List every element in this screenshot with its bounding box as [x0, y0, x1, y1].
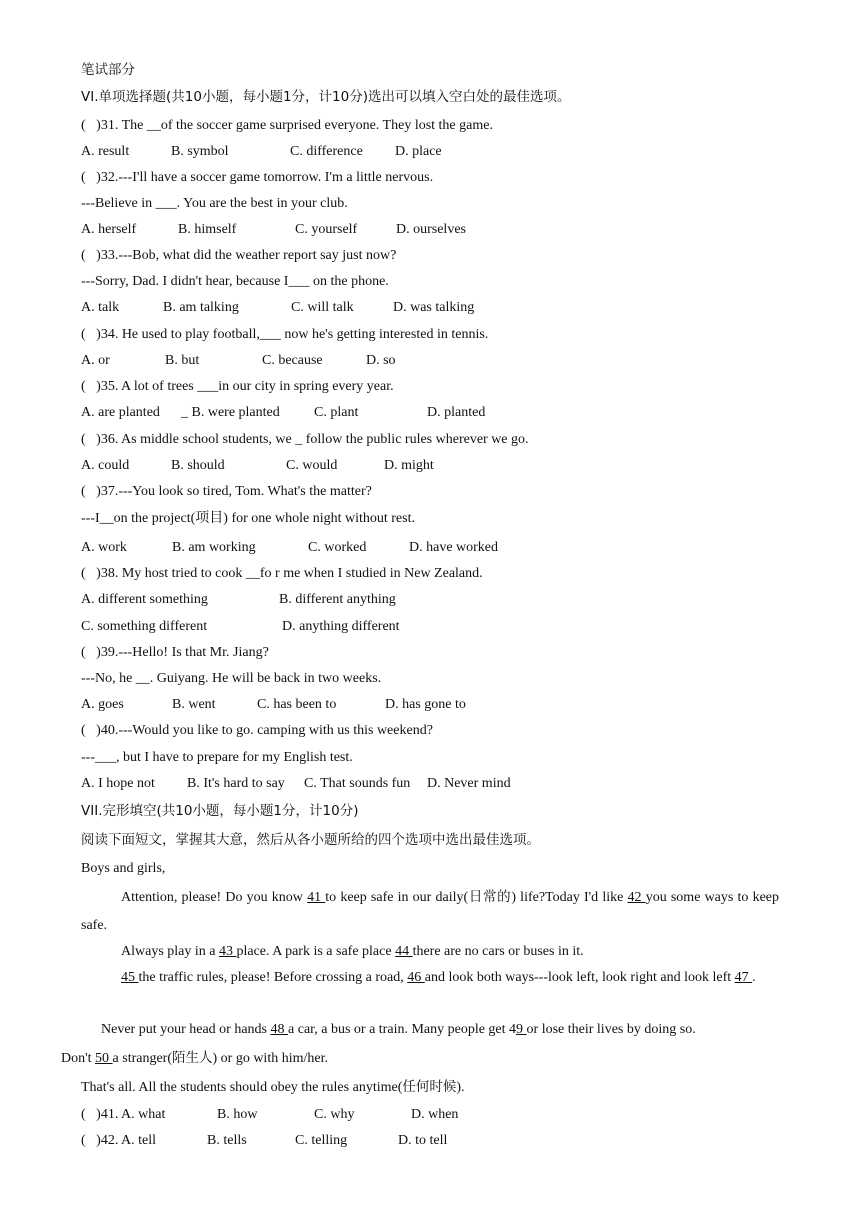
blank-46[interactable]: 46 — [407, 970, 425, 985]
q35-option-d[interactable]: D. planted — [427, 405, 486, 420]
q41-option-b[interactable]: B. how — [217, 1107, 258, 1122]
blank-45[interactable]: 45 — [121, 970, 139, 985]
q39-option-a[interactable]: A. goes — [81, 697, 124, 712]
q32-option-a[interactable]: A. herself — [81, 222, 137, 237]
q40-option-d[interactable]: D. Never mind — [427, 776, 511, 791]
q39-option-c[interactable]: C. has been to — [257, 697, 337, 712]
q38-option-a[interactable]: A. different something — [81, 592, 208, 607]
q33-option-d[interactable]: D. was talking — [393, 300, 475, 315]
q31-option-d[interactable]: D. place — [395, 144, 442, 159]
q40-stem-line1: ( )40.---Would you like to go. camping with us this weekend? — [81, 723, 433, 738]
q37-option-c[interactable]: C. worked — [308, 540, 367, 555]
blank-48[interactable]: 48 — [270, 1022, 289, 1037]
q33-option-c[interactable]: C. will talk — [291, 300, 354, 315]
q39-option-d[interactable]: D. has gone to — [385, 697, 466, 712]
q34-stem: ( )34. He used to play football,___ now he's getting interested in tennis. — [81, 327, 489, 342]
q32-stem-line2: ---Believe in ___. You are the best in your club. — [81, 196, 348, 211]
blank-49[interactable]: 9 — [516, 1022, 527, 1037]
q37-option-a[interactable]: A. work — [81, 540, 127, 555]
passage-greeting: Boys and girls, — [81, 861, 166, 876]
blank-43[interactable]: 43 — [218, 944, 237, 959]
q35-stem: ( )35. A lot of trees ___in our city in spring every year. — [81, 379, 394, 394]
q37-option-b[interactable]: B. am working — [172, 540, 256, 555]
q35-option-c[interactable]: C. plant — [314, 405, 359, 420]
q31-stem: ( )31. The __of the soccer game surprised everyone. They lost the game. — [81, 118, 493, 133]
q36-option-d[interactable]: D. might — [384, 458, 434, 473]
q35-option-a[interactable]: A. are planted — [81, 405, 160, 420]
q32-stem-line1: ( )32.---I'll have a soccer game tomorrow. I'm a little nervous. — [81, 170, 434, 185]
q36-stem: ( )36. As middle school students, we _ follow the public rules wherever we go. — [81, 432, 529, 447]
q36-option-b[interactable]: B. should — [171, 458, 225, 473]
q31-option-b[interactable]: B. symbol — [171, 144, 229, 159]
blank-44[interactable]: 44 — [395, 944, 413, 959]
q38-option-c[interactable]: C. something different — [81, 619, 208, 634]
q39-option-b[interactable]: B. went — [172, 697, 216, 712]
passage-paragraph-3: 45 the traffic rules, please! Before crossing a road, 46 and look both ways---look left, look right and look left 47 . — [121, 970, 756, 985]
q36-option-c[interactable]: C. would — [286, 458, 338, 473]
blank-42[interactable]: 42 — [627, 890, 646, 905]
passage-closing: That's all. All the students should obey the rules anytime(任何时候). — [81, 1079, 465, 1095]
q31-option-a[interactable]: A. result — [81, 144, 130, 159]
q32-option-c[interactable]: C. yourself — [295, 222, 358, 237]
q38-option-b[interactable]: B. different anything — [279, 592, 396, 607]
passage-paragraph-4: Never put your head or hands 48 a car, a bus or a train. Many people get 49 or lose their lives by doing so. Don't 50 a stranger(陌生人) or go with him/her. — [61, 1022, 696, 1066]
q42-option-d[interactable]: D. to tell — [398, 1133, 448, 1148]
q42-option-c[interactable]: C. telling — [295, 1133, 348, 1148]
q34-option-b[interactable]: B. but — [165, 353, 200, 368]
q39-stem-line1: ( )39.---Hello! Is that Mr. Jiang? — [81, 645, 269, 660]
passage-paragraph-2: Always play in a 43 place. A park is a safe place 44 there are no cars or buses in it. — [121, 944, 584, 959]
q40-option-a[interactable]: A. I hope not — [81, 776, 155, 791]
q40-stem-line2: ---___, but I have to prepare for my English test. — [81, 750, 353, 765]
q39-stem-line2: ---No, he __. Guiyang. He will be back in two weeks. — [81, 671, 382, 686]
q40-option-c[interactable]: C. That sounds fun — [304, 776, 411, 791]
q34-option-c[interactable]: C. because — [262, 353, 323, 368]
passage-paragraph-1: Attention, please! Do you know 41 to keep safe in our daily(日常的) life?Today I'd like 42 you some ways to keep safe. — [81, 889, 780, 933]
q37-stem-line2: ---I__on the project(项目) for one whole night without rest. — [81, 511, 415, 526]
q34-option-d[interactable]: D. so — [366, 353, 396, 368]
q33-stem-line2: ---Sorry, Dad. I didn't hear, because I___ on the phone. — [81, 274, 389, 289]
blank-50[interactable]: 50 — [95, 1051, 113, 1066]
blank-47[interactable]: 47 — [734, 970, 753, 985]
q40-option-b[interactable]: B. It's hard to say — [187, 776, 285, 791]
q41-stem-option-a[interactable]: ( )41. A. what — [81, 1107, 166, 1122]
q33-option-a[interactable]: A. talk — [81, 300, 120, 315]
q31-option-c[interactable]: C. difference — [290, 144, 363, 159]
q32-option-b[interactable]: B. himself — [178, 222, 237, 237]
q42-stem-option-a[interactable]: ( )42. A. tell — [81, 1133, 157, 1148]
q38-stem: ( )38. My host tried to cook __fo r me when I studied in New Zealand. — [81, 566, 483, 581]
q37-stem-line1: ( )37.---You look so tired, Tom. What's the matter? — [81, 484, 372, 499]
q32-option-d[interactable]: D. ourselves — [396, 222, 466, 237]
q41-option-d[interactable]: D. when — [411, 1107, 459, 1122]
q33-option-b[interactable]: B. am talking — [163, 300, 239, 315]
section6-title: VI.单项选择题(共10小题，每小题1分，计10分)选出可以填入空白处的最佳选项。 — [81, 89, 571, 105]
q36-option-a[interactable]: A. could — [81, 458, 130, 473]
q41-option-c[interactable]: C. why — [314, 1107, 355, 1122]
q35-option-b[interactable]: _ B. were planted — [181, 405, 280, 420]
q38-option-d[interactable]: D. anything different — [282, 619, 400, 634]
section7-instruction: 阅读下面短文，掌握其大意，然后从各小题所给的四个选项中选出最佳选项。 — [81, 832, 540, 848]
q34-option-a[interactable]: A. or — [81, 353, 110, 368]
blank-41[interactable]: 41 — [307, 890, 326, 905]
section-header: 笔试部分 — [81, 62, 135, 78]
q37-option-d[interactable]: D. have worked — [409, 540, 499, 555]
q33-stem-line1: ( )33.---Bob, what did the weather report say just now? — [81, 248, 397, 263]
section7-title: VII.完形填空(共10小题，每小题1分，计10分) — [81, 803, 359, 819]
q42-option-b[interactable]: B. tells — [207, 1133, 247, 1148]
